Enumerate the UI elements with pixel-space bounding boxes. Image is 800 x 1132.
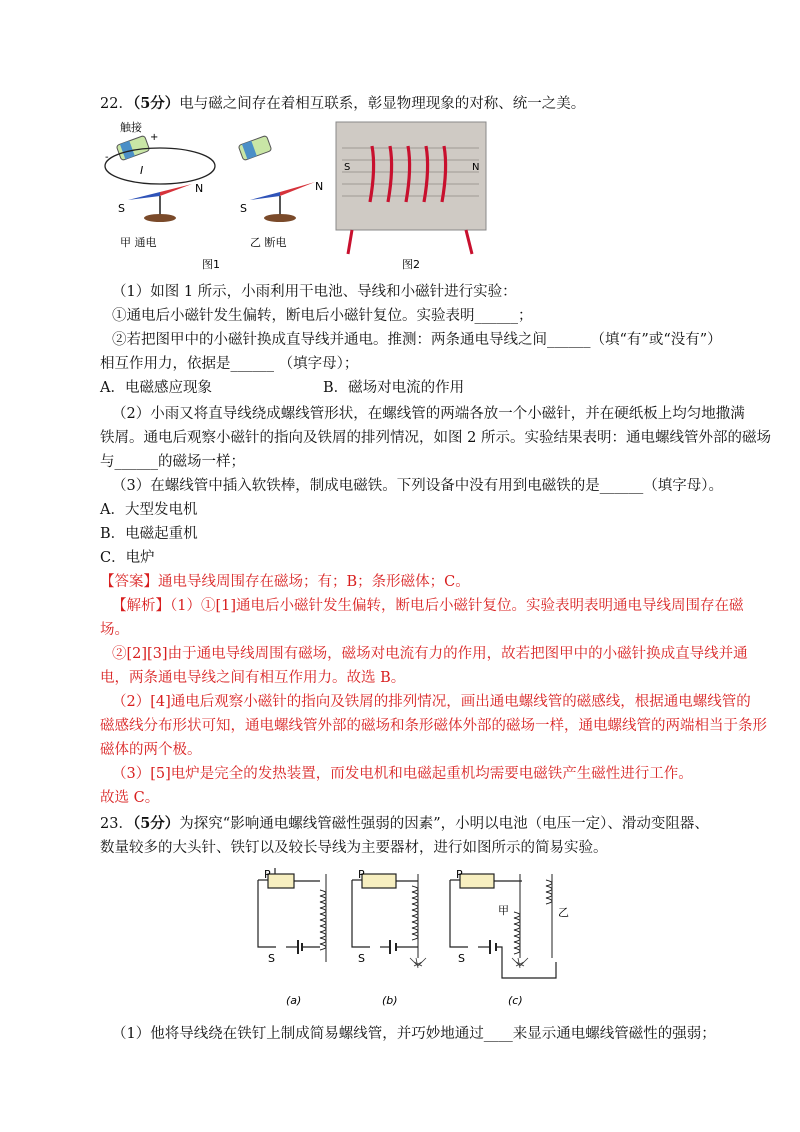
fig1-s-label-b: S [240,202,247,215]
wire-loop-a [105,148,215,184]
fig1-caption-a: 甲 通电 [120,236,157,249]
q22-analysis-2b: 电，两条通电导线之间有相互作用力。故选 B。 [100,670,406,686]
q22-part3: （3）在螺线管中插入软铁棒，制成电磁铁。下列设备中没有用到电磁铁的是______（填字母）。 [112,478,723,494]
q22-part2b: 铁屑。通电后观察小磁针的指向及铁屑的排列情况，如图 2 所示。实验结果表明：通电螺线管外部的磁场 [100,430,771,446]
q22-analysis-2a: ②[2][3]由于通电导线周围有磁场，磁场对电流有力的作用，故若把图甲中的小磁针换成直导线并通 [112,646,748,662]
q23-caption-c: (c) [508,994,523,1007]
q22-answer [100,572,470,592]
q22-option-b: B．磁场对电流的作用 [323,380,465,396]
q22-analysis-4a: （3）[5]电炉是完全的发热装置，而发电机和电磁起重机均需要电磁铁产生磁性进行工作。 [112,766,693,782]
q23-number: 23． [100,816,133,832]
figure-1 [100,116,330,276]
q22-stem: 电与磁之间存在着相互联系，彰显物理现象的对称、统一之美。 [179,96,586,112]
q23-p-label-b: P [358,868,365,881]
q22-part1-1: ①通电后小磁针发生偏转，断电后小磁针复位。实验表明______； [112,308,533,324]
q22-part2c: 与______的磁场一样； [100,454,245,470]
q22-choice-b: B．电磁起重机 [100,526,198,542]
fig1-current-label: I [140,164,144,177]
fig1-n-label-a: N [195,182,204,195]
q23-part1: （1）他将导线绕在铁钉上制成简易螺线管，并巧妙地通过____来显示通电螺线管磁性的强弱； [112,1026,716,1042]
q23-score: （5分） [132,815,180,832]
q22-choice-c: C．电炉 [100,550,155,566]
analysis-text-1a: （1）①[1]通电后小磁针发生偏转，断电后小磁针复位。实验表明表明通电导线周围存在磁 [170,598,744,614]
fig1-n-label-b: N [315,180,324,193]
fig1-touch-label: 触接 [120,121,142,134]
q22-part1-2a: ②若把图甲中的小磁针换成直导线并通电。推测：两条通电导线之间______（填“有”或“没有”） [112,332,722,348]
battery-a [116,135,150,160]
q22-analysis-3c: 磁体的两个极。 [100,742,202,758]
battery-b [238,135,272,160]
q22-analysis-3a: （2）[4]通电后观察小磁针的指向及铁屑的排列情况，画出通电螺线管的磁感线，根据通电螺线管的 [112,694,751,710]
analysis-tag: 【解析】 [112,598,170,614]
fig2-caption: 图2 [402,258,420,271]
answer-text: 通电导线周围存在磁场；有；B；条形磁体；C。 [158,574,470,590]
q22-part1: （1）如图 1 所示，小雨利用干电池、导线和小磁针进行实验： [112,284,517,300]
q23-caption-b: (b) [382,994,398,1007]
q22-number: 22． [100,96,133,112]
q23-s-label-b: S [358,952,365,965]
fig1-plus-label: + [150,132,159,143]
fig2-s-label: S [344,162,351,173]
q22-analysis-1b: 场。 [100,622,129,638]
q22-option-a: A．电磁感应现象 [100,380,212,396]
q22-analysis-1a [112,596,744,616]
fig1-caption-b: 乙 断电 [250,236,287,249]
q22-part2a: （2）小雨又将直导线绕成螺线管形状，在螺线管的两端各放一个小磁针，并在硬纸板上均匀地撒满 [112,406,745,422]
q23-heading [100,814,709,834]
compass-needle-b [250,182,315,200]
fig1-minus-label: - [105,152,109,163]
fig1-s-label-a: S [118,202,125,215]
figure-q23 [250,862,580,1012]
q23-stem-a: 为探究“影响通电螺线管磁性强弱的因素”，小明以电池（电压一定）、滑动变阻器、 [179,816,709,832]
q23-s-label-c: S [458,952,465,965]
answer-tag: 【答案】 [100,574,158,590]
q23-p-label-c: P [456,868,463,881]
figure-2 [334,118,490,278]
q22-analysis-4b: 故选 C。 [100,790,160,806]
q22-part1-2b: 相互作用力，依据是______ （填字母）； [100,356,359,372]
q23-caption-a: (a) [286,994,302,1007]
q23-yi-label: 乙 [558,906,569,919]
q22-choice-a: A．大型发电机 [100,502,198,518]
q22-score: （5分） [132,95,180,112]
q22-heading [100,94,585,114]
q22-analysis-3b: 磁感线分布形状可知，通电螺线管外部的磁场和条形磁体外部的磁场一样，通电螺线管的两端相当于条形 [100,718,767,734]
q23-stem-b: 数量较多的大头针、铁钉以及较长导线为主要器材，进行如图所示的简易实验。 [100,840,608,856]
q23-p-label-a: P [264,868,271,881]
fig2-n-label: N [472,162,480,173]
q23-jia-label: 甲 [498,904,509,917]
q23-s-label-a: S [268,952,275,965]
fig1-caption: 图1 [202,258,220,271]
